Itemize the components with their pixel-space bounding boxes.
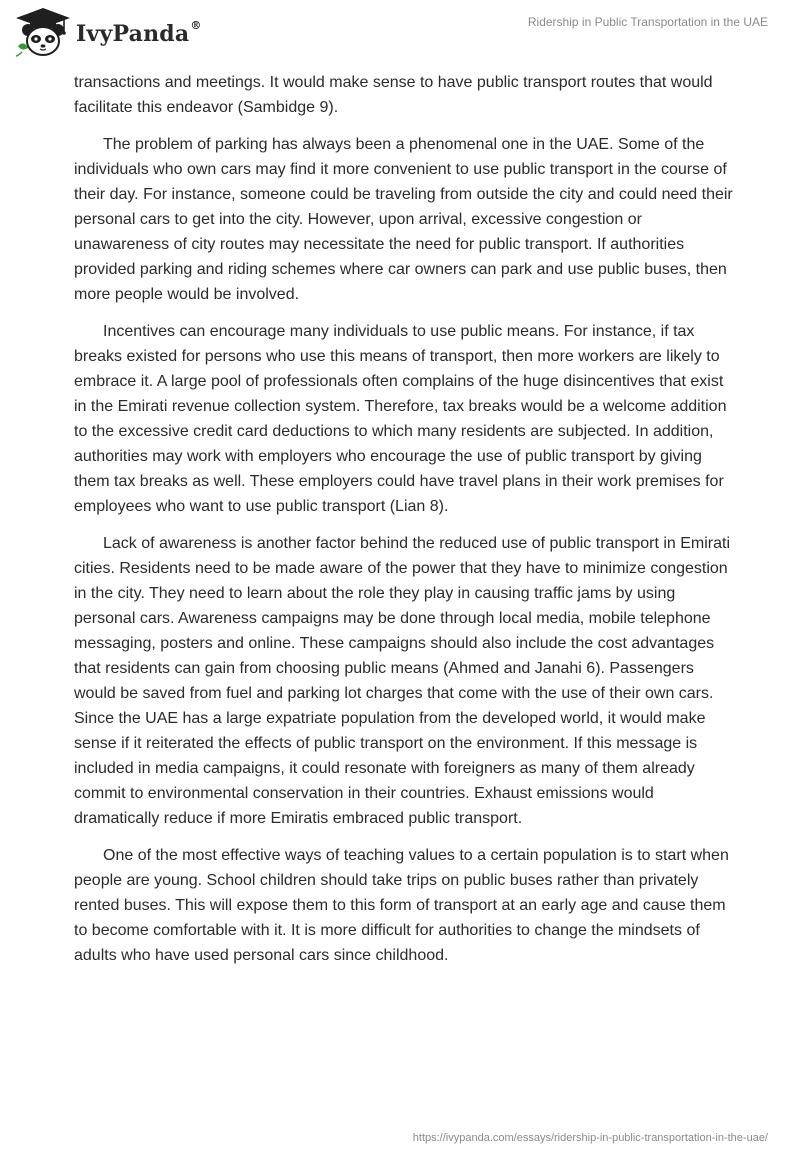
essay-body <box>74 70 734 980</box>
logo-wordmark <box>76 21 202 47</box>
page-header <box>0 0 800 70</box>
document-title: Ridership in Public Transportation in the UAE <box>527 15 768 29</box>
ivypanda-logo[interactable] <box>14 6 202 58</box>
paragraph: Lack of awareness is another factor behind the reduced use of public transport in Emirati cities. Residents need to be made aware of the power that they have to minimize congestion in the city. They need to learn about the role they play in causing traffic jams by using personal cars. Awareness campaigns may be done through local media, mobile telephone messaging, posters and online. These campaigns should also include the cost advantages that residents can gain from choosing public means (Ahmed and Janahi 6). Passengers would be saved from fuel and parking lot charges that come with the use of their own cars. Since the UAE has a large expatriate population from the developed world, it would make sense if it reiterated the effects of public transport on the environment. If this message is included in media campaigns, it could resonate with foreigners as many of them already commit to environmental conservation in their countries. Exhaust emissions would dramatically reduce if more Emiratis embraced public transport. <box>74 535 731 827</box>
paragraph: The problem of parking has always been a phenomenal one in the UAE. Some of the individuals who own cars may find it more convenient to use public transport in the course of their day. For instance, someone could be traveling from outside the city and could need their personal cars to get into the city. However, upon arrival, excessive congestion or unawareness of city routes may necessitate the need for public transport. If authorities provided parking and riding schemes where car owners can park and use public buses, then more people would be involved. <box>74 136 733 303</box>
footer-source-url[interactable]: https://ivypanda.com/essays/ridership-in-public-transportation-in-the-uae/ <box>412 1132 768 1144</box>
logo-text: IvyPanda <box>76 21 190 47</box>
paragraph: Incentives can encourage many individuals to use public means. For instance, if tax breaks existed for persons who use this means of transport, then more workers are likely to embrace it. A large pool of professionals often complains of the huge disincentives that exist in the Emirati revenue collection system. Therefore, tax breaks would be a welcome addition to the excessive credit card deductions to which many residents are subjected. In addition, authorities may work with employers who encourage the use of public transport by giving them tax breaks as well. These employers could have travel plans in their work premises for employees who want to use public transport (Lian 8). <box>74 323 727 515</box>
paragraph: One of the most effective ways of teaching values to a certain population is to start when people are young. School children should take trips on public buses rather than privately rented buses. This will expose them to this form of transport at an early age and cause them to become comfortable with it. It is more difficult for authorities to change the mindsets of adults who have used personal cars since childhood. <box>74 847 729 964</box>
logo-registered-mark: ® <box>190 19 202 32</box>
paragraph: transactions and meetings. It would make sense to have public transport routes that would facilitate this endeavor (Sambidge 9). <box>74 74 713 116</box>
panda-graduate-logo-icon <box>14 6 72 58</box>
